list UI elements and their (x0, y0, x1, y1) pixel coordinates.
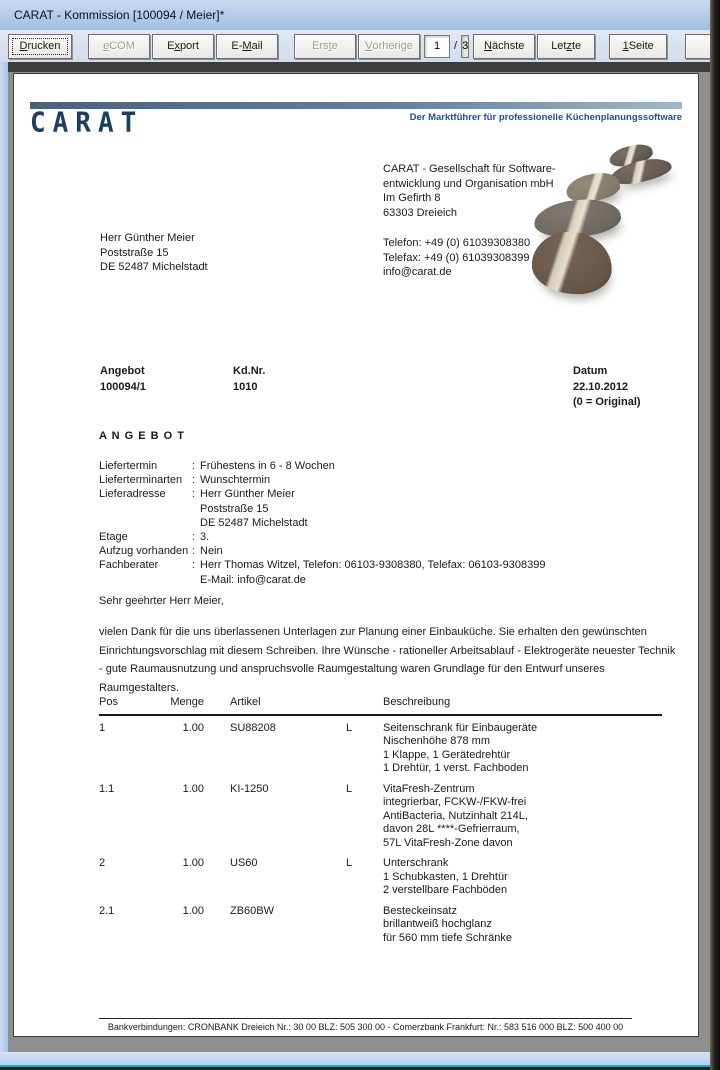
detail-value: Nein (200, 545, 223, 558)
label-mnemonic: V (365, 40, 373, 52)
detail-label: Aufzug vorhanden (99, 545, 189, 558)
cell-beschreibung: Besteckeinsatz brillantweiß hochglanz für 560 mm tiefe Schränke (383, 904, 513, 944)
col-flag (346, 696, 383, 710)
kdnr-value: 1010 (233, 380, 258, 393)
table-row (99, 783, 662, 851)
detail-label: Lieferadresse (99, 488, 166, 501)
label: COM (109, 40, 135, 52)
detail-value: Wunschtermin (200, 474, 271, 487)
detail-label: Fachberater (99, 559, 159, 572)
detail-label (99, 502, 192, 516)
datum-column (573, 364, 641, 411)
label-mnemonic: D (19, 40, 28, 52)
ecom-button (88, 34, 150, 59)
label: E (167, 40, 175, 52)
offer-heading: A N G E B O T (99, 430, 185, 442)
cell-pos: 2.1 (99, 904, 115, 917)
label: e (331, 40, 338, 52)
detail-row (99, 530, 546, 544)
col-menge: Menge (170, 696, 204, 708)
cell-menge: 1.00 (182, 782, 204, 795)
drucken-button[interactable] (8, 34, 72, 59)
vorherige-button (358, 34, 420, 59)
cell-pos: 1.1 (99, 782, 115, 795)
document-page (14, 74, 698, 1036)
detail-colon: : (192, 474, 196, 487)
label: Seite (628, 40, 654, 52)
detail-colon (192, 516, 200, 530)
detail-row (99, 502, 546, 516)
cell-menge: 1.00 (182, 904, 204, 917)
angebot-label: Angebot (100, 365, 145, 377)
label-mnemonic: x (174, 40, 180, 52)
cell-flag (346, 905, 383, 946)
col-beschreibung: Beschreibung (383, 696, 451, 708)
detail-row (99, 487, 546, 501)
cell-flag: L (346, 721, 353, 734)
detail-colon: : (192, 460, 196, 472)
detail-row (99, 544, 546, 558)
label: ächste (491, 40, 525, 52)
detail-value: DE 52487 Michelstadt (200, 516, 308, 529)
email-button[interactable] (216, 34, 278, 59)
datum-value: 22.10.2012 (573, 380, 629, 393)
label-mnemonic: t (328, 40, 332, 52)
table-header-row (99, 696, 662, 716)
detail-value: E-Mail: info@carat.de (200, 573, 306, 586)
cell-flag: L (346, 782, 353, 795)
angebot-column (100, 364, 146, 395)
kdnr-column (233, 364, 265, 395)
detail-row (99, 558, 546, 572)
screen-edge-shadow (710, 0, 720, 1070)
detail-label (99, 573, 192, 587)
table-row (99, 722, 662, 776)
erste-button (294, 34, 356, 59)
datum-label: Datum (573, 365, 608, 377)
detail-colon: : (192, 531, 196, 544)
detail-value: Herr Thomas Witzel, Telefon: 06103-9308380, Telefax: 06103-9308399 (200, 559, 546, 572)
detail-row (99, 516, 546, 530)
detail-row (99, 473, 546, 487)
kdnr-label: Kd.Nr. (233, 365, 266, 377)
eine-seite-button[interactable] (609, 34, 667, 59)
cell-artikel: ZB60BW (230, 904, 275, 917)
page-total-box: 3 (461, 35, 469, 58)
label: te (571, 40, 582, 52)
letzte-button[interactable] (537, 34, 595, 59)
label-mnemonic: M (242, 40, 252, 52)
angebot-value: 100094/1 (100, 380, 146, 393)
label: E- (231, 40, 243, 52)
detail-row (99, 573, 546, 587)
detail-colon: : (192, 545, 196, 558)
naechste-button[interactable] (473, 34, 535, 59)
cell-beschreibung: Seitenschrank für Einbaugeräte Nischenhöhe 878 mm 1 Klappe, 1 Gerätedrehtür 1 Drehtür, 1 verst. Fachboden (383, 721, 538, 774)
document-preview-area[interactable] (8, 62, 712, 1052)
detail-label: Lieferterminarten (99, 474, 183, 487)
label: ail (251, 40, 263, 52)
cell-flag: L (346, 857, 353, 869)
bank-footer: Bankverbindungen: CRONBANK Dreieich Nr.: 30 00 BLZ: 505 300 00 - Comerzbank Frankfurt: Nr.: 583 516 000 BLZ: 500 400 00 (99, 1018, 632, 1032)
company-address: CARAT - Gesellschaft für Software- entwicklung und Organisation mbH Im Gefirth 8 63303 Dreieich (383, 163, 556, 219)
cell-pos: 1 (99, 721, 106, 734)
window-border-bottom (0, 1052, 720, 1070)
detail-label: Liefertermin (99, 460, 158, 472)
brand-tagline: Der Marktführer für professionelle Küchenplanungssoftware (409, 112, 682, 123)
detail-label: Etage (99, 531, 128, 544)
salutation: Sehr geehrter Herr Meier, (99, 595, 224, 607)
stone-image (530, 230, 613, 296)
detail-label (99, 516, 192, 530)
customer-address: Herr Günther Meier Poststraße 15 DE 52487 Michelstadt (100, 232, 208, 273)
label-mnemonic: z (566, 40, 572, 52)
label: Ers (312, 40, 329, 52)
cell-beschreibung: Unterschrank 1 Schubkasten, 1 Drehtür 2 verstellbare Fachböden (383, 857, 508, 896)
label: rucken (27, 40, 61, 52)
page-number-input[interactable] (424, 35, 450, 58)
toolbar (0, 30, 720, 62)
cell-menge: 1.00 (182, 721, 204, 734)
detail-value: Poststraße 15 (200, 502, 269, 515)
datum-note: (0 = Original) (573, 396, 641, 408)
title-bar[interactable] (0, 0, 720, 31)
page-separator: / (454, 40, 458, 52)
carat-logo: CARAT (30, 107, 144, 139)
detail-colon (192, 573, 200, 587)
col-pos: Pos (99, 696, 118, 708)
table-row (99, 857, 662, 898)
table-row (99, 905, 662, 946)
cell-menge: 1.00 (182, 857, 204, 869)
detail-colon: : (192, 559, 196, 572)
label-mnemonic: e (103, 40, 110, 52)
window-border-left (0, 62, 8, 1052)
label: port (179, 40, 199, 52)
detail-colon: : (192, 488, 196, 501)
cell-artikel: US60 (230, 857, 258, 869)
detail-value: 3. (200, 531, 210, 544)
label: Let (551, 40, 567, 52)
company-contact: Telefon: +49 (0) 61039308380 Telefax: +49 (0) 61039308399 info@carat.de (383, 237, 531, 278)
detail-value: Herr Günther Meier (200, 488, 295, 501)
window-title: CARAT - Kommission [100094 / Meier]* (14, 8, 225, 22)
cell-beschreibung: VitaFresh-Zentrum integrierbar, FCKW-/FKW-frei AntiBacteria, Nutzinhalt 214L, davon 28L ****-Gefrierraum, 57L VitaFresh-Zone davon (383, 782, 528, 849)
export-button[interactable] (152, 34, 214, 59)
detail-colon (192, 502, 200, 516)
cell-artikel: SU88208 (230, 721, 276, 734)
letter-body: vielen Dank für die uns überlassenen Unterlagen zur Planung einer Einbauküche. Sie erhalten den gewünschten Einrichtungsvorschlag mit diesem Schreiben. Ihre Wünsche - rationeller Arbeitsablauf - Elektrogeräte neuester Technik - gute Raumausnutzung und anspruchsvolle Raumgestaltung waren Grundlage für den Entwurf unseres Raumgestalters. (99, 626, 676, 694)
offer-details (99, 459, 546, 587)
detail-row (99, 459, 546, 473)
label-mnemonic: 1 (622, 40, 629, 52)
detail-value: Frühestens in 6 - 8 Wochen (200, 460, 335, 472)
positions-table (99, 696, 662, 952)
cell-artikel: KI-1250 (230, 782, 269, 795)
cell-pos: 2 (99, 857, 106, 869)
col-artikel: Artikel (230, 696, 261, 708)
label-mnemonic: N (484, 40, 492, 52)
label: orherige (372, 40, 413, 52)
